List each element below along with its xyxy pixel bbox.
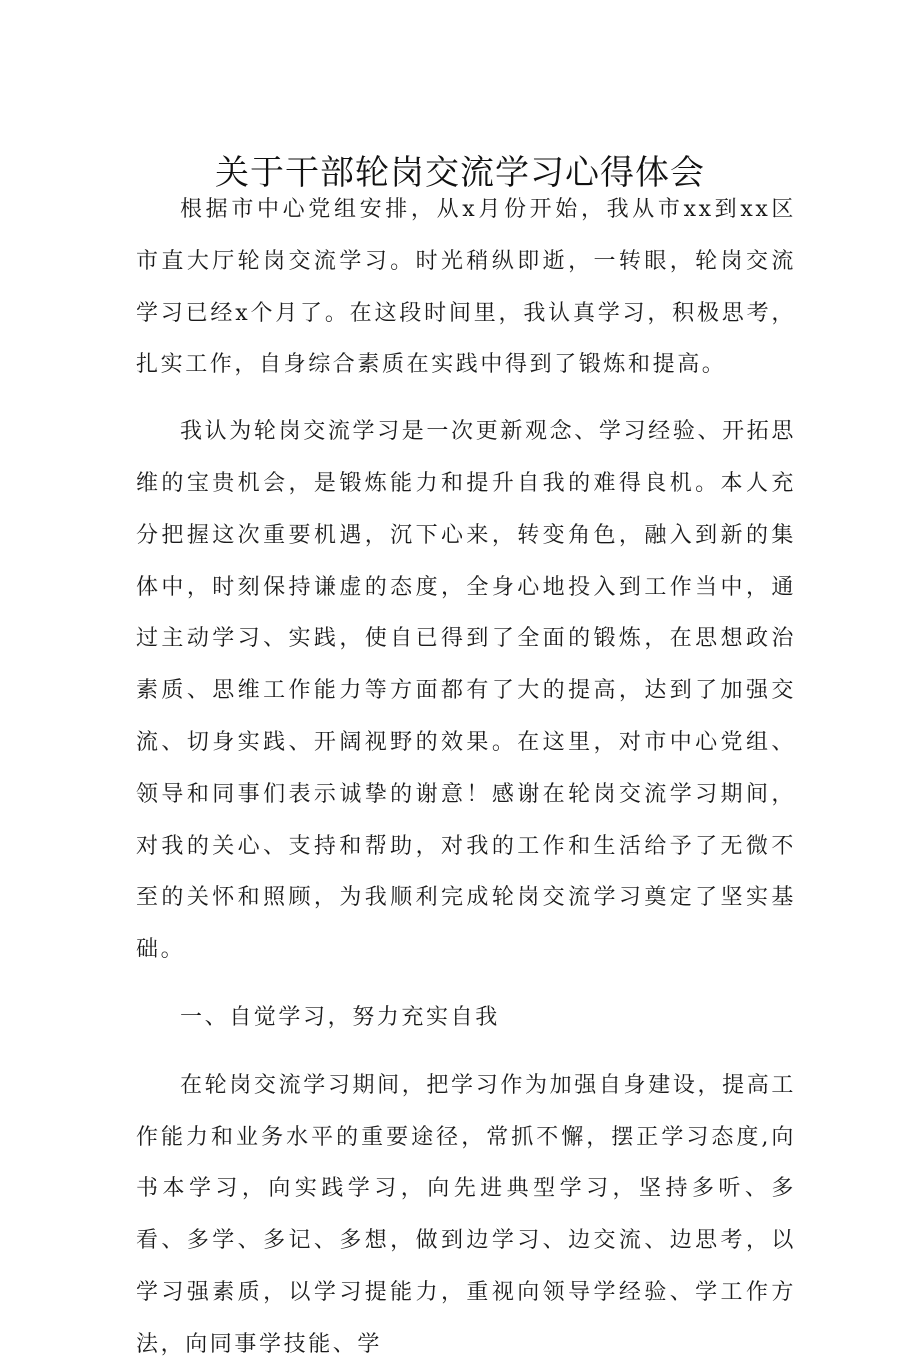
document-body — [136, 184, 796, 1371]
paragraph-1: 根据市中心党组安排，从x月份开始，我从市xx到xx区市直大厅轮岗交流学习。时光稍纵即逝，一转眼，轮岗交流学习已经x个月了。在这段时间里，我认真学习，积极思考，扎实工作，自身综合素质在实践中得到了锻炼和提高。 — [136, 197, 796, 378]
section-heading-1: 一、自觉学习，努力充实自我 — [180, 1004, 500, 1030]
paragraph-2: 我认为轮岗交流学习是一次更新观念、学习经验、开拓思维的宝贵机会，是锻炼能力和提升自我的难得良机。本人充分把握这次重要机遇，沉下心来，转变角色，融入到新的集体中，时刻保持谦虚的态度，全身心地投入到工作当中，通过主动学习、实践，使自已得到了全面的锻炼，在思想政治素质、思维工作能力等方面都有了大的提高，达到了加强交流、切身实践、开阔视野的效果。在这里，对市中心党组、领导和同事们表示诚挚的谢意！感谢在轮岗交流学习期间，对我的关心、支持和帮助，对我的工作和生活给予了无微不至的关怀和照顾，为我顺利完成轮岗交流学习奠定了坚实基础。 — [136, 419, 796, 963]
paragraph-3: 在轮岗交流学习期间，把学习作为加强自身建设，提高工作能力和业务水平的重要途径，常抓不懈，摆正学习态度,向书本学习，向实践学习，向先进典型学习，坚持多听、多看、多学、多记、多想，做到边学习、边交流、边思考，以学习强素质，以学习提能力，重视向领导学经验、学工作方法，向同事学技能、学 — [136, 1072, 796, 1357]
document-title: 关于干部轮岗交流学习心得体会 — [215, 152, 705, 193]
